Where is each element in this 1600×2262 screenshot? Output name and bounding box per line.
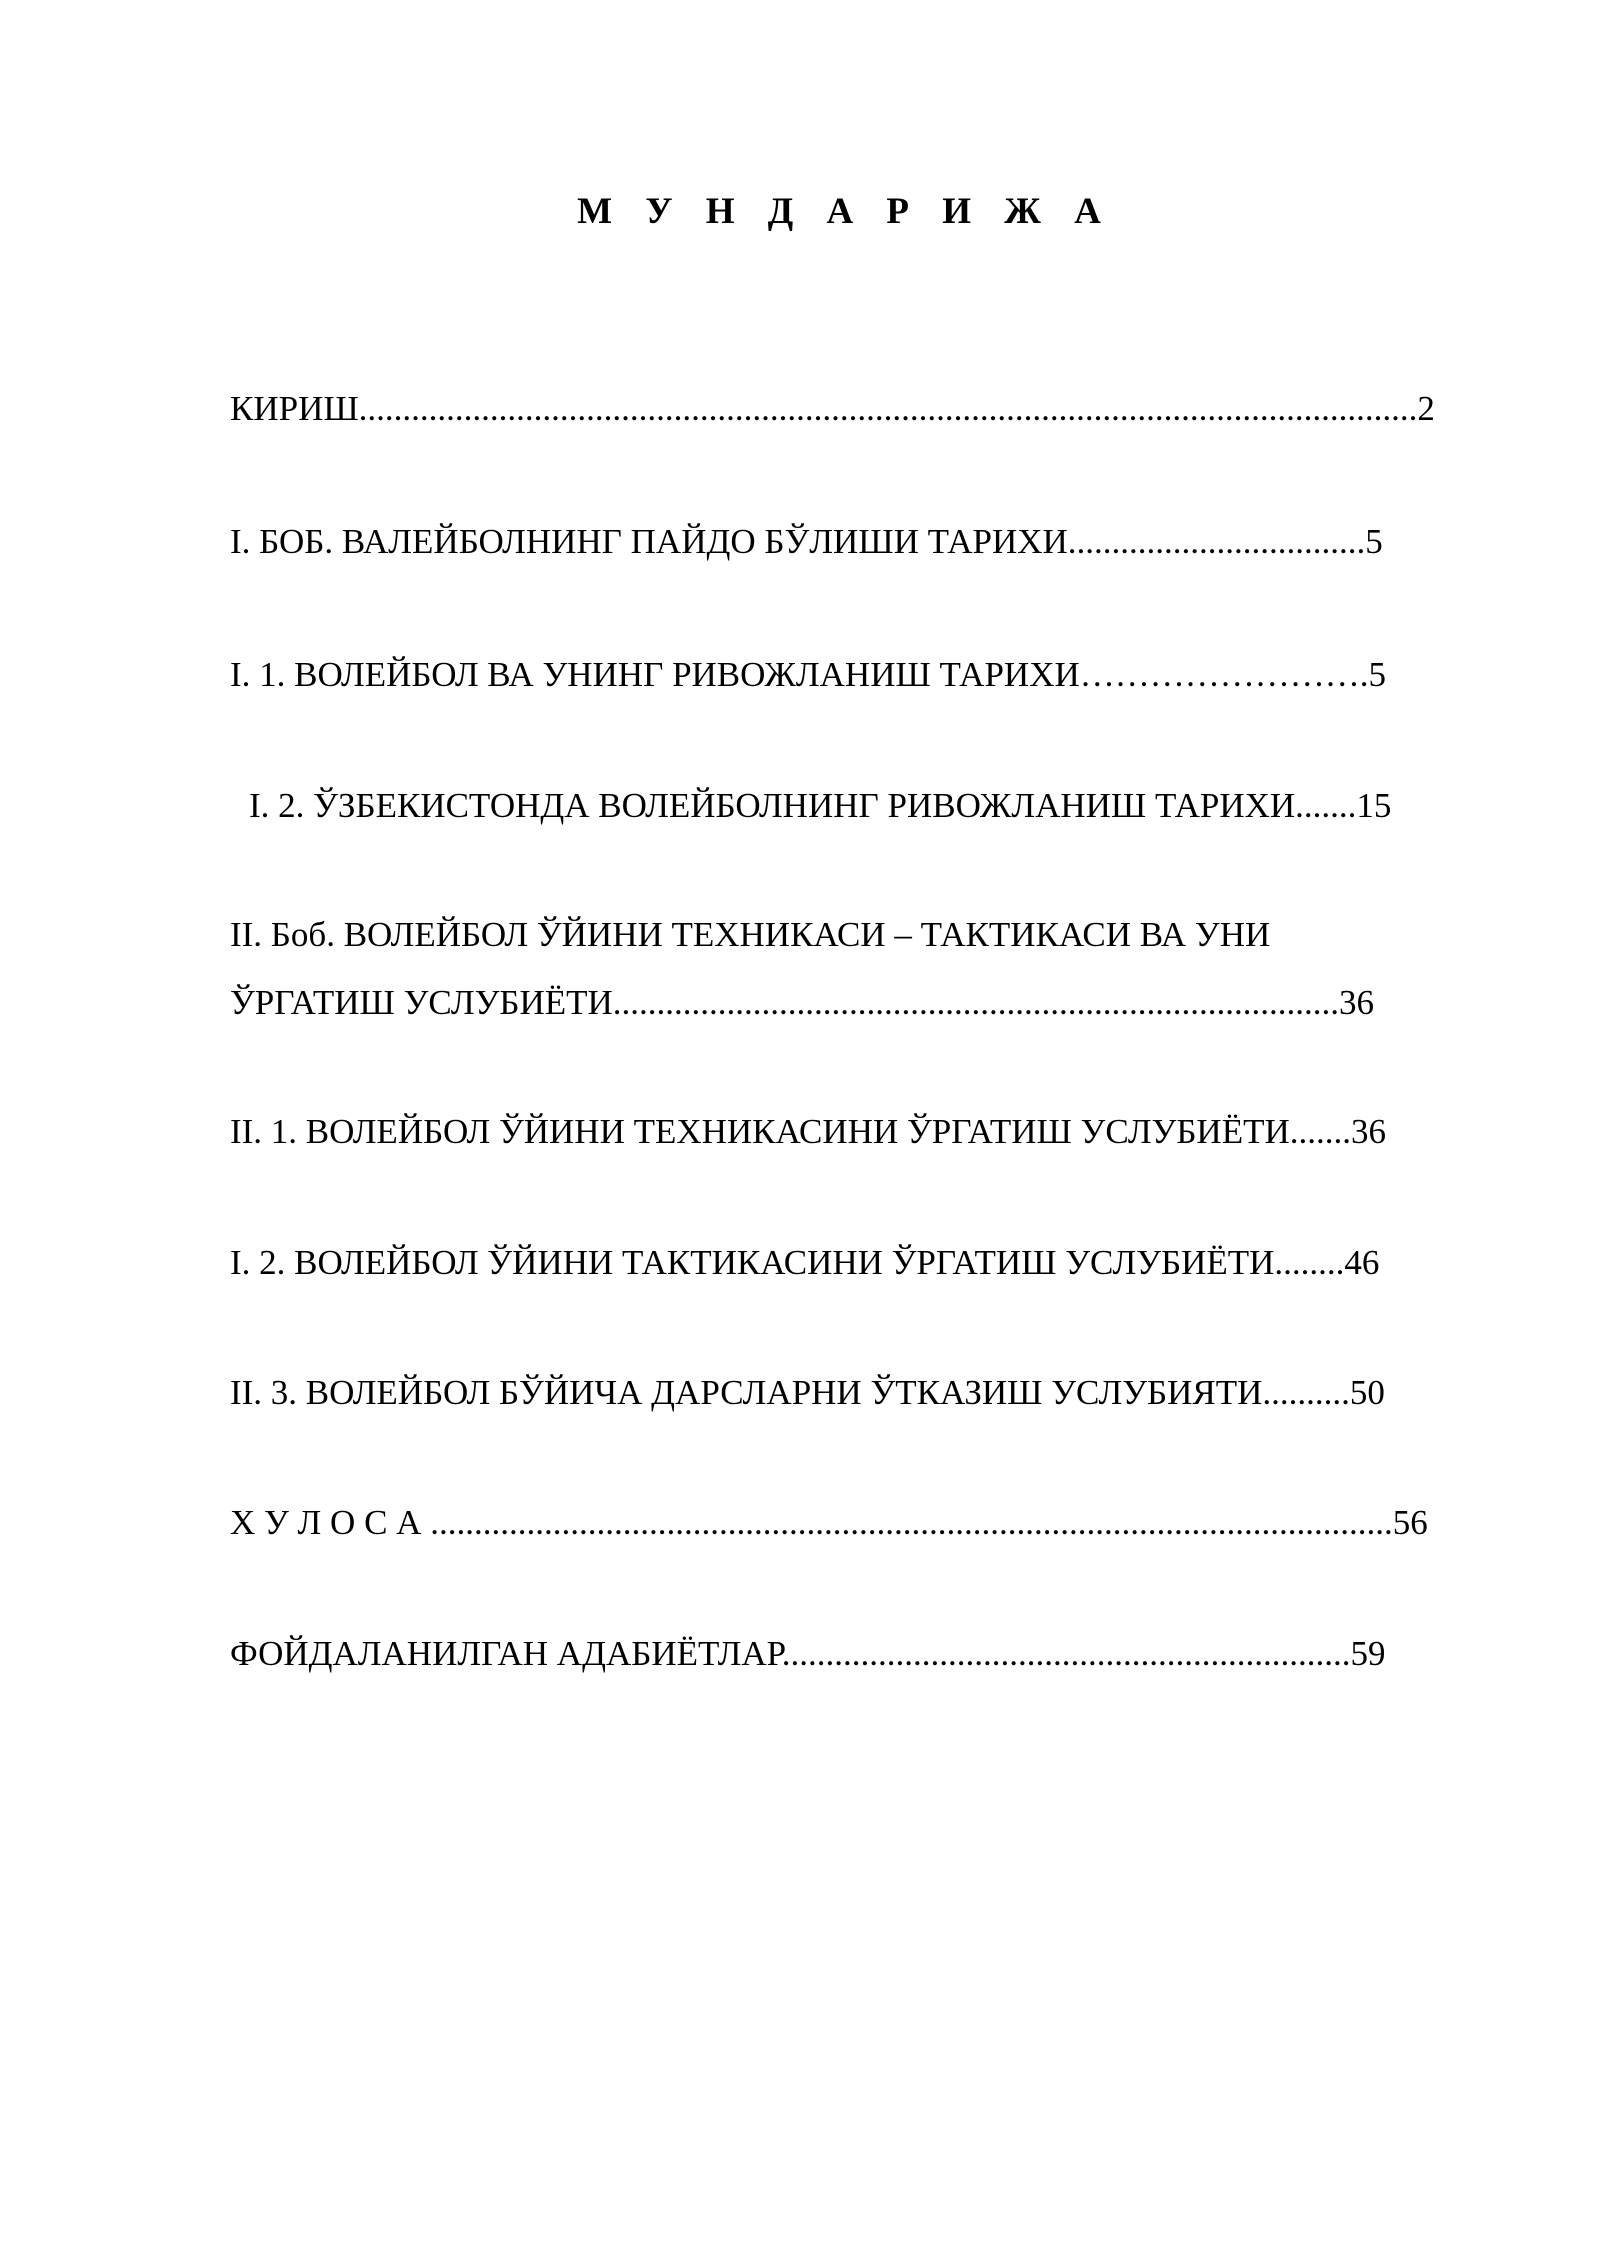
toc-entry-section-1-2: I. 2. ЎЗБЕКИСТОНДА ВОЛЕЙБОЛНИНГ РИВОЖЛАНИШ ТАРИХИ.......15 bbox=[249, 786, 1392, 825]
page-title: М У Н Д А Р И Ж А bbox=[577, 191, 1113, 232]
toc-entry-section-2-2: I. 2. ВОЛЕЙБОЛ ЎЙИНИ ТАКТИКАСИНИ ЎРГАТИШ УСЛУБИЁТИ........46 bbox=[230, 1243, 1380, 1282]
toc-entry-section-2-3: II. 3. ВОЛЕЙБОЛ БЎЙИЧА ДАРСЛАРНИ ЎТКАЗИШ УСЛУБИЯТИ..........50 bbox=[230, 1373, 1385, 1412]
toc-entry-chapter-2-line-1: II. Боб. ВОЛЕЙБОЛ ЎЙИНИ ТЕХНИКАСИ – ТАКТИКАСИ ВА УНИ bbox=[230, 915, 1271, 954]
toc-entry-section-1-1: I. 1. ВОЛЕЙБОЛ ВА УНИНГ РИВОЖЛАНИШ ТАРИХИ…………………….5 bbox=[230, 655, 1386, 694]
toc-entry-references: ФОЙДАЛАНИЛГАН АДАБИЁТЛАР.................................................................59 bbox=[230, 1634, 1386, 1673]
toc-entry-introduction: КИРИШ.........................................................................................................................2 bbox=[230, 389, 1435, 428]
toc-entry-section-2-1: II. 1. ВОЛЕЙБОЛ ЎЙИНИ ТЕХНИКАСИНИ ЎРГАТИШ УСЛУБИЁТИ.......36 bbox=[230, 1112, 1386, 1151]
toc-entry-chapter-1: I. БОБ. ВАЛЕЙБОЛНИНГ ПАЙДО БЎЛИШИ ТАРИХИ..................................5 bbox=[230, 522, 1383, 561]
toc-entry-chapter-2-line-2: ЎРГАТИШ УСЛУБИЁТИ...................................................................................36 bbox=[230, 983, 1375, 1022]
toc-entry-conclusion: Х У Л О С А ..............................................................................................................56 bbox=[230, 1503, 1428, 1542]
